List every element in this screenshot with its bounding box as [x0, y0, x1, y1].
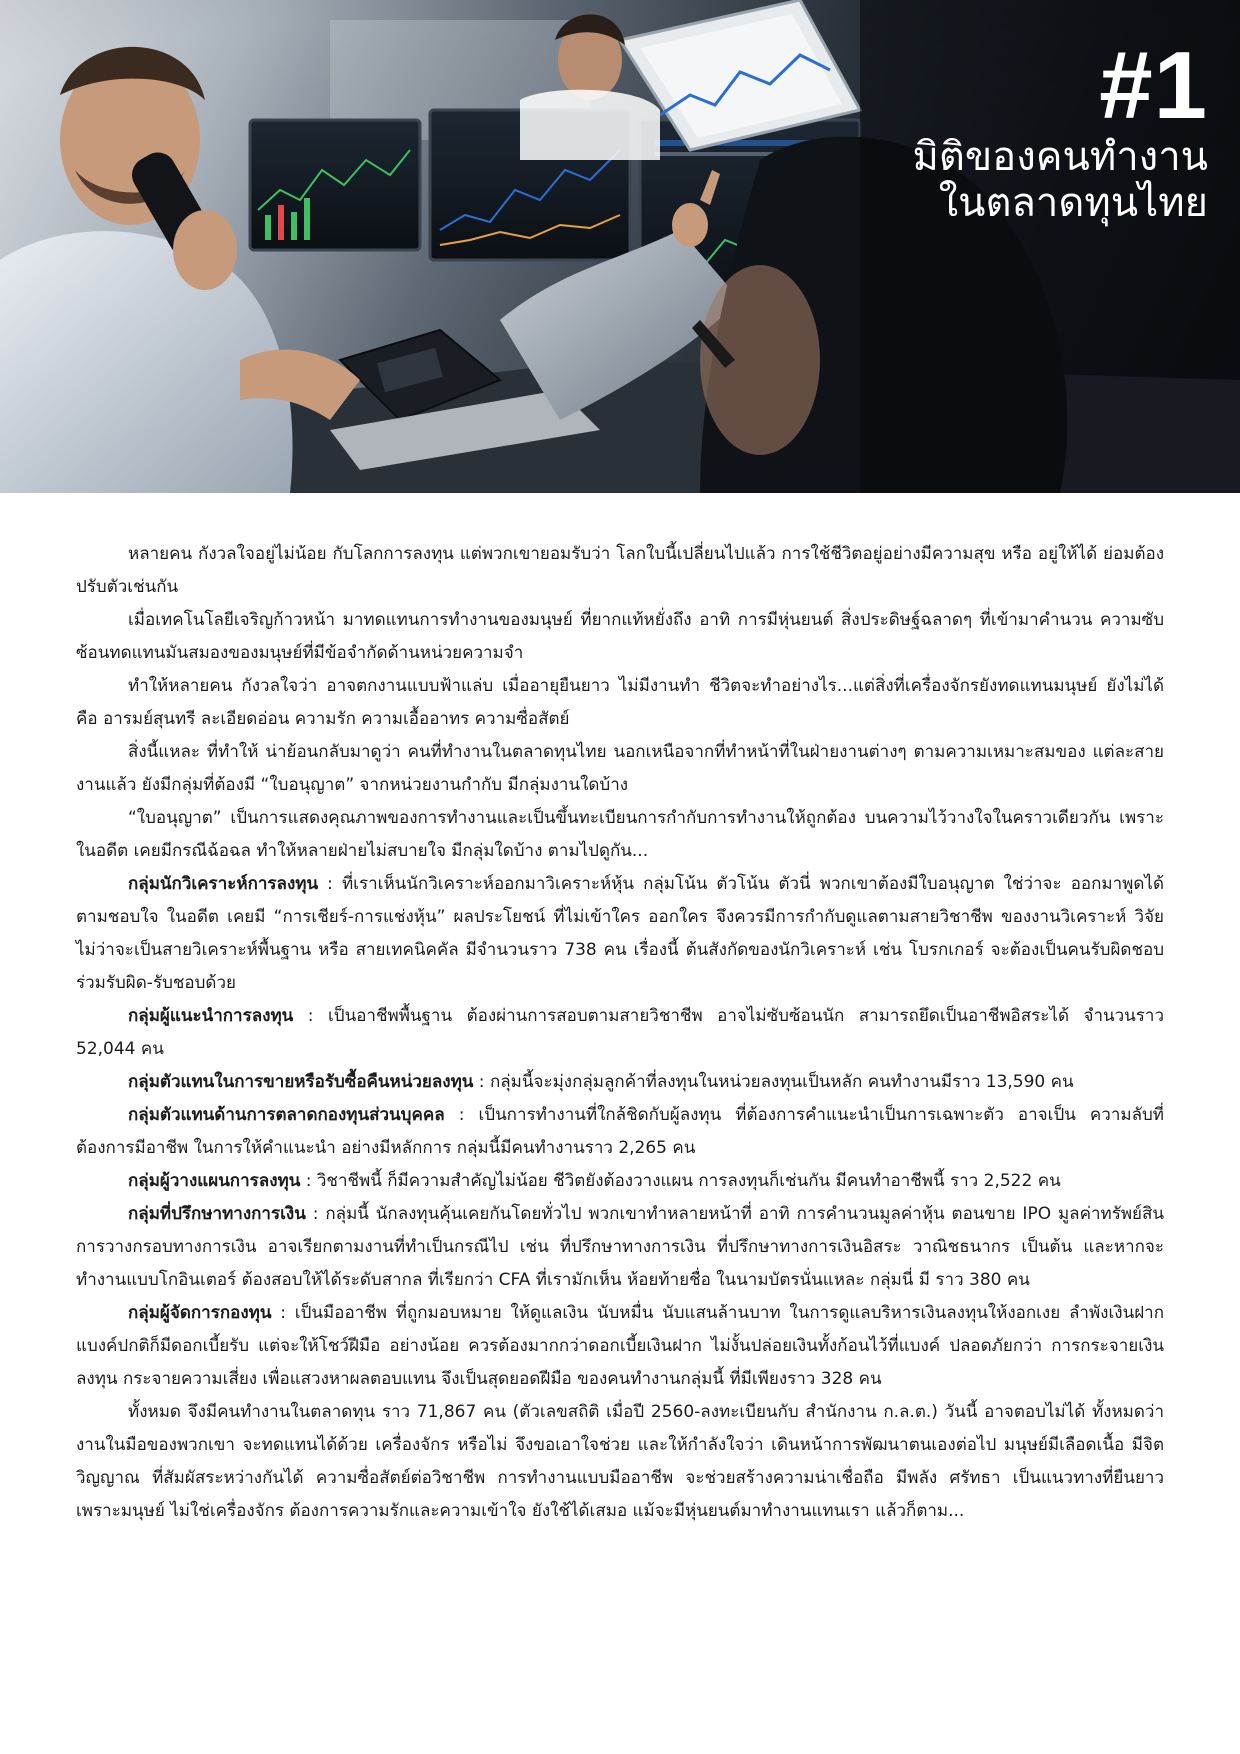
group-advisor-label: กลุ่มผู้แนะนำการลงทุน: [128, 1006, 294, 1026]
group-planner-label: กลุ่มผู้วางแผนการลงทุน: [128, 1171, 301, 1191]
group-analyst-text: : ที่เราเห็นนักวิเคราะห์ออกมาวิเคราะห์หุ้น กลุ่มโน้น ตัวโน้น ตัวนี่ พวกเขาต้องมีใบอนุญาต ใช่ว่าจะ ออกมาพูดได้ตามชอบใจ ในอดีต เคยมี “การเชียร์-การแช่งหุ้น” ผลประโยชน์ ที่ไม่เข้าใคร ออกใคร จึงควรมีการกำกับดูแลตามสายวิชาชีพ ของงานวิเคราะห์ วิจัย ไม่ว่าจะเป็นสายวิเคราะห์พื้นฐาน หรือ สายเทคนิคคัล มีจำนวนราว 738 คน เรื่องนี้ ต้นสังกัดของนักวิเคราะห์ เช่น โบรกเกอร์ จะต้องเป็นคนรับผิดชอบ ร่วมรับผิด-รับชอบด้วย: [76, 874, 1164, 993]
group-financial-advisor: [76, 1198, 1164, 1297]
paragraph-technology: เมื่อเทคโนโลยีเจริญก้าวหน้า มาทดแทนการทำงานของมนุษย์ ที่ยากแท้หยั่งถึง อาทิ การมีหุ่นยนต์ สิ่งประดิษฐ์ฉลาดๆ ที่เข้ามาคำนวน ความซับซ้อนทดแทนมันสมองของมนุษย์ที่มีข้อจำกัดด้านหน่วยความจำ: [76, 610, 1164, 663]
group-unit-agent: [76, 1066, 1164, 1099]
group-planner: [76, 1165, 1164, 1198]
group-advisor-text: : เป็นอาชีพพื้นฐาน ต้องผ่านการสอบตามสายวิชาชีพ อาจไม่ซับซ้อนนัก สามารถยึดเป็นอาชีพอิสระได้ จำนวนราว 52,044 คน: [76, 1006, 1164, 1059]
group-fund-manager-text: : เป็นมืออาชีพ ที่ถูกมอบหมาย ให้ดูแลเงิน นับหมื่น นับแสนล้านบาท ในการดูแลบริหารเงินลงทุนให้งอกเงย ลำพังเงินฝากแบงค์ปกติก็มีดอกเบี้ยรับ แต่จะให้โชว์ฝีมือ อย่างน้อย ควรต้องมากกว่าดอกเบี้ยเงินฝาก ไม่งั้นปล่อยเงินทั้งก้อนไว้ที่แบงค์ ปลอดภัยกว่า การกระจายเงินลงทุน กระจายความเสี่ยง เพื่อแสวงหาผลตอบแทน จึงเป็นสุดยอดฝีมือ ของคนทำงานกลุ่มนี้ ที่มีเพียงราว 328 คน: [76, 1303, 1164, 1389]
paragraph-license-intro: สิ่งนี้แหละ ที่ทำให้ น่าย้อนกลับมาดูว่า คนที่ทำงานในตลาดทุนไทย นอกเหนือจากที่ทำหน้าที่ในฝ่ายงานต่างๆ ตามความเหมาะสมของ แต่ละสายงานแล้ว ยังมีกลุ่มที่ต้องมี “ใบอนุญาต” จากหน่วยงานกำกับ มีกลุ่มงานใดบ้าง: [76, 742, 1164, 795]
group-unit-agent-text: : กลุ่มนี้จะมุ่งกลุ่มลูกค้าที่ลงทุนในหน่วยลงทุนเป็นหลัก คนทำงานมีราว 13,590 คน: [473, 1072, 1074, 1092]
group-private-fund-agent-text: : เป็นการทำงานที่ใกล้ชิดกับผู้ลงทุน ที่ต้องการคำแนะนำเป็นการเฉพาะตัว อาจเป็น ความลับที่ต้องการมีอาชีพ ในการให้คำแนะนำ อย่างมีหลักการ กลุ่มนี้มีคนทำงานราว 2,265 คน: [76, 1105, 1164, 1158]
hero-title: [912, 32, 1208, 226]
group-analyst: [76, 868, 1164, 1000]
group-fund-manager: [76, 1297, 1164, 1396]
article-body: [76, 538, 1164, 1528]
hero-number: #1: [1099, 32, 1208, 139]
group-planner-text: : วิชาชีพนี้ ก็มีความสำคัญไม่น้อย ชีวิตยังต้องวางแผน การลงทุนก็เช่นกัน มีคนทำอาชีพนี้ ราว 2,522 คน: [300, 1171, 1061, 1191]
hero-title-line1: มิติของคนทำงาน: [912, 135, 1208, 179]
hero-title-line2: ในตลาดทุนไทย: [938, 181, 1208, 225]
group-analyst-label: กลุ่มนักวิเคราะห์การลงทุน: [128, 874, 319, 894]
hero-image: [0, 0, 1240, 493]
group-private-fund-agent-label: กลุ่มตัวแทนด้านการตลาดกองทุนส่วนบุคคล: [128, 1105, 445, 1125]
paragraph-intro: หลายคน กังวลใจอยู่ไม่น้อย กับโลกการลงทุน แต่พวกเขายอมรับว่า โลกใบนี้เปลี่ยนไปแล้ว การใช้ชีวิตอยู่อย่างมีความสุข หรือ อยู่ให้ได้ ย่อมต้องปรับตัวเช่นกัน: [76, 544, 1164, 597]
group-financial-advisor-label: กลุ่มที่ปรึกษาทางการเงิน: [128, 1204, 306, 1224]
group-advisor: [76, 1000, 1164, 1066]
paragraph-license-meaning: “ใบอนุญาต” เป็นการแสดงคุณภาพของการทำงานและเป็นขึ้นทะเบียนการกำกับการทำงานให้ถูกต้อง บนความไว้วางใจในคราวเดียวกัน เพราะในอดีต เคยมีกรณีฉ้อฉล ทำให้หลายฝ่ายไม่สบายใจ มีกลุ่มใดบ้าง ตามไปดูกัน...: [76, 808, 1164, 861]
monitor-back: [250, 120, 420, 250]
paragraph-worry: ทำให้หลายคน กังวลใจว่า อาจตกงานแบบฟ้าแล่บ เมื่ออายุยืนยาว ไม่มีงานทำ ชีวิตจะทำอย่างไร...แต่สิ่งที่เครื่องจักรยังทดแทนมนุษย์ ยังไม่ได้ คือ อารมย์สุนทรี ละเอียดอ่อน ความรัก ความเอื้ออาทร ความซื่อสัตย์: [76, 676, 1164, 729]
group-fund-manager-label: กลุ่มผู้จัดการกองทุน: [128, 1303, 272, 1323]
group-private-fund-agent: [76, 1099, 1164, 1165]
paragraph-conclusion: ทั้งหมด จึงมีคนทำงานในตลาดทุน ราว 71,867 คน (ตัวเลขสถิติ เมื่อปี 2560-ลงทะเบียนกับ สำนักงาน ก.ล.ต.) วันนี้ อาจตอบไม่ได้ ทั้งหมดว่า งานในมือของพวกเขา จะทดแทนได้ด้วย เครื่องจักร หรือไม่ จึงขอเอาใจช่วย และให้กำลังใจว่า เดินหน้าการพัฒนาตนเองต่อไป มนุษย์มีเลือดเนื้อ มีจิตวิญญาณ ที่สัมผัสระหว่างกันได้ ความซื่อสัตย์ต่อวิชาชีพ การทำงานแบบมืออาชีพ จะช่วยสร้างความน่าเชื่อถือ มีพลัง ศรัทธา เป็นแนวทางที่ยืนยาว เพราะมนุษย์ ไม่ใช่เครื่องจักร ต้องการความรักและความเข้าใจ ยังใช้ได้เสมอ แม้จะมีหุ่นยนต์มาทำงานแทนเรา แล้วก็ตาม...: [76, 1402, 1164, 1521]
group-unit-agent-label: กลุ่มตัวแทนในการขายหรือรับซื้อคืนหน่วยลงทุน: [128, 1072, 474, 1092]
group-financial-advisor-text: : กลุ่มนี้ นักลงทุนคุ้นเคยกันโดยทั่วไป พวกเขาทำหลายหน้าที่ อาทิ การคำนวนมูลค่าหุ้น ตอนขาย IPO มูลค่าทรัพย์สิน การวางกรอบทางการเงิน อาจเรียกตามงานที่ทำเป็นกรณีไป เช่น ที่ปรึกษาทางการเงิน ที่ปรึกษาทางการเงินอิสระ วาณิชธนากร เป็นต้น และหากจะทำงานแบบโกอินเตอร์ ต้องสอบให้ได้ระดับสากล ที่เรียกว่า CFA ที่เรามักเห็น ห้อยท้ายชื่อ ในนามบัตรนั่นแหละ กลุ่มนี่ มี ราว 380 คน: [76, 1204, 1164, 1290]
